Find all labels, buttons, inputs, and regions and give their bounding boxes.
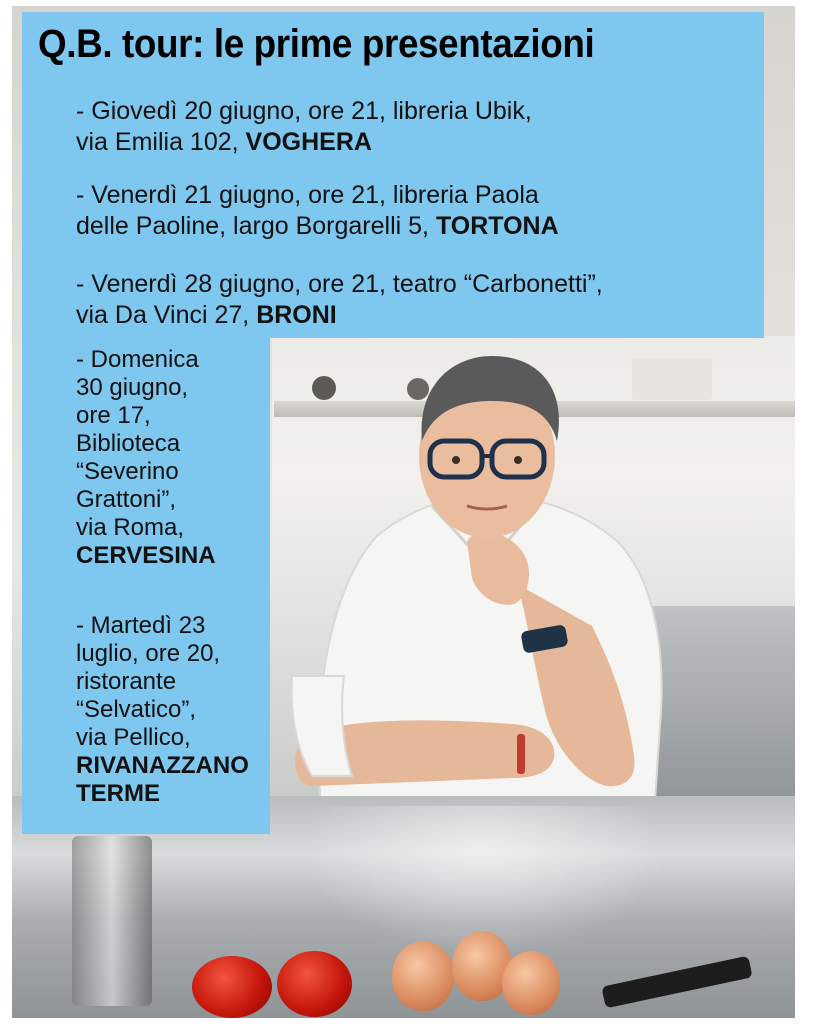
tomato	[192, 956, 272, 1018]
event-broni: - Venerdì 28 giugno, ore 21, teatro “Carbonetti”, via Da Vinci 27, BRONI	[76, 270, 603, 329]
headline: Q.B. tour: le prime presentazioni	[38, 22, 595, 66]
egg	[392, 941, 454, 1011]
egg	[502, 951, 560, 1015]
event-city: RIVANAZZANO	[76, 752, 249, 779]
event-city: TORTONA	[435, 212, 559, 240]
event-cervesina: - Domenica 30 giugno, ore 17, Biblioteca “Severino Grattoni”, via Roma, CERVESINA	[76, 346, 216, 569]
event-city: TERME	[76, 780, 160, 807]
event-city: CERVESINA	[76, 542, 216, 569]
event-city: BRONI	[256, 301, 337, 329]
glass-jar	[72, 836, 152, 1006]
tomato	[277, 951, 352, 1017]
event-tortona: - Venerdì 21 giugno, ore 21, libreria Paola delle Paoline, largo Borgarelli 5, TORTONA	[76, 181, 559, 240]
event-voghera: - Giovedì 20 giugno, ore 21, libreria Ubik, via Emilia 102, VOGHERA	[76, 97, 532, 156]
event-city: VOGHERA	[245, 128, 372, 156]
man-portrait	[282, 346, 702, 826]
event-rivanazzano: - Martedì 23 luglio, ore 20, ristorante “Selvatico”, via Pellico, RIVANAZZANO TERME	[76, 612, 249, 807]
